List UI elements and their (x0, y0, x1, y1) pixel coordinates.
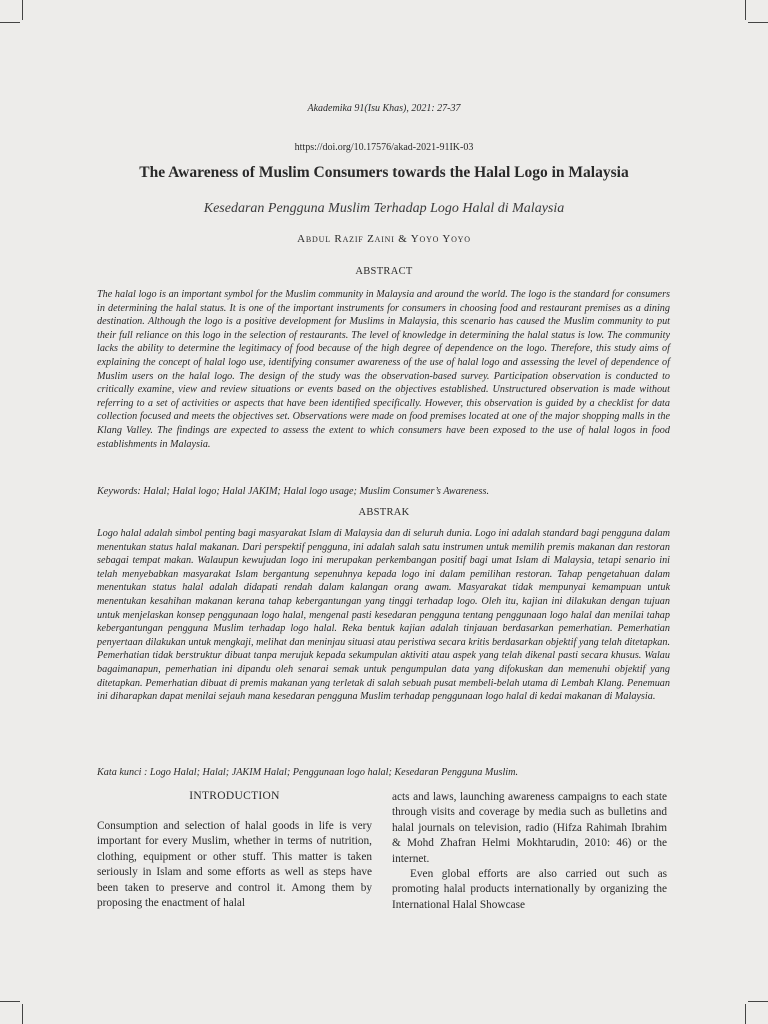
intro-right-column (392, 790, 667, 913)
abstract-body: The halal logo is an important symbol for the Muslim community in Malaysia and around the world. The logo is the standard for consumers in determining the halal status. It is one of the important instruments for consumers in choosing food and restaurant premises as a dining destination. Although the logo is a positive development for Muslims in Malaysia, this scenario has caused the Muslim community to put their full reliance on this logo in the selection of restaurants. The level of knowledge in determining the halal status is low. The community lacks the ability to determine the legitimacy of food because of the high degree of dependence on the logo. Therefore, this study aims of explaining the concept of halal logo use, identifying consumer awareness of the use of halal logo and assessing the level of dependence of Muslim users on the halal logo. The design of the study was the observation-based survey. Participation observation is conducted to critically examine, view and review situations or events based on the objectives established. Unstructured observation is made without referring to a set of activities or aspects that have been identified specifically. However, this observation is guided by a checklist for data collection focused and meets the objectives set. Observations were made on food premises located at one of the major shopping malls in the Klang Valley. The findings are expected to assess the extent to which consumers have been exposed to the use of halal logos in food establishments in Malaysia. (97, 289, 670, 450)
crop-mark (0, 22, 20, 23)
abstrak-heading: ABSTRAK (358, 507, 410, 518)
authors: Abdul Razif Zaini & Yoyo Yoyo (297, 233, 471, 245)
keywords: Keywords: Halal; Halal logo; Halal JAKIM; Halal logo usage; Muslim Consumer’s Awareness. (97, 486, 490, 497)
crop-mark (748, 22, 768, 23)
paper-subtitle: Kesedaran Pengguna Muslim Terhadap Logo Halal di Malaysia (203, 201, 565, 216)
paper-title: The Awareness of Muslim Consumers towards the Halal Logo in Malaysia (139, 164, 629, 181)
introduction-heading: INTRODUCTION (189, 790, 280, 802)
abstract-heading: ABSTRACT (355, 266, 413, 277)
crop-mark (0, 1001, 20, 1002)
crop-mark (745, 0, 746, 20)
intro-left-column (97, 819, 372, 911)
doi-link[interactable]: https://doi.org/10.17576/akad-2021-91IK-03 (294, 142, 474, 153)
abstrak-body: Logo halal adalah simbol penting bagi masyarakat Islam di Malaysia dan di seluruh dunia. Logo ini adalah standard bagi pengguna dalam menentukan status halal makanan. Dari perspektif pengguna, ini adalah salah satu instrumen untuk memilih premis makanan dan restoran sebagai tempat makan. Walaupun kewujudan logo ini merupakan perkembangan positif bagi umat Islam di Malaysia, tetapi senario ini telah menyebabkan masyarakat Islam bergantung sepenuhnya kepada logo ini dalam pemilihan restoran. Tahap pengetahuan dalam menentukan status halal adalah didapati rendah dalam kalangan orang awam. Masyarakat tidak mempunyai kemampuan untuk menentukan kesahihan makanan kerana tahap kebergantungan yang tinggi terhadap logo. Oleh itu, kajian ini dilakukan dengan tujuan untuk menjelaskan konsep penggunaan logo halal, mengenal pasti kesedaran pengguna tentang penggunaan logo halal dan menilai tahap kebergantungan pengguna Muslim terhadap logo halal. Reka bentuk kajian adalah tinjauan berdasarkan pemerhatian. Pemerhatian penyertaan dilakukan untuk mengkaji, melihat dan meninjau situasi atau peristiwa secara kritis berdasarkan objektif yang telah ditetapkan. Pemerhatian tidak berstruktur dibuat tanpa merujuk kepada sekumpulan aktiviti atau aspek yang telah dikenal pasti secara khusus. Walau bagaimanapun, pemerhatian ini dipandu oleh senarai semak untuk pengumpulan data yang difokuskan dan memenuhi objektif yang ditetapkan. Pemerhatian dibuat di premis makanan yang terletak di salah sebuah pusat membeli-belah utama di Lembah Klang. Penemuan ini diharapkan dapat menilai sejauh mana kesedaran pengguna Muslim terhadap penggunaan logo halal di kedai makanan di Malaysia. (97, 528, 670, 703)
journal-citation: Akademika 91(Isu Khas), 2021: 27-37 (307, 103, 461, 114)
crop-mark (22, 0, 23, 20)
kata-kunci: Kata kunci : Logo Halal; Halal; JAKIM Halal; Penggunaan logo halal; Kesedaran Pengguna Muslim. (97, 767, 519, 778)
intro-paragraph: Even global efforts are also carried out such as promoting halal products internationally by organizing the International Halal Showcase (392, 868, 667, 911)
crop-mark (745, 1004, 746, 1024)
crop-mark (748, 1001, 768, 1002)
intro-paragraph: Consumption and selection of halal goods in life is very important for every Muslim, whether in terms of nutrition, clothing, equipment or other stuff. This matter is taken seriously in Islam and some efforts as well as steps have been taken to preserve and control it. Among them by proposing the enactment of halal (97, 820, 372, 910)
intro-paragraph: acts and laws, launching awareness campaigns to each state through visits and coverage by media such as bulletins and halal journals on television, radio (Hifza Rahimah Ibrahim & Mohd Zhafran Helmi Mokhtarudin, 2010: 46) or the internet. (392, 791, 667, 865)
crop-mark (22, 1004, 23, 1024)
